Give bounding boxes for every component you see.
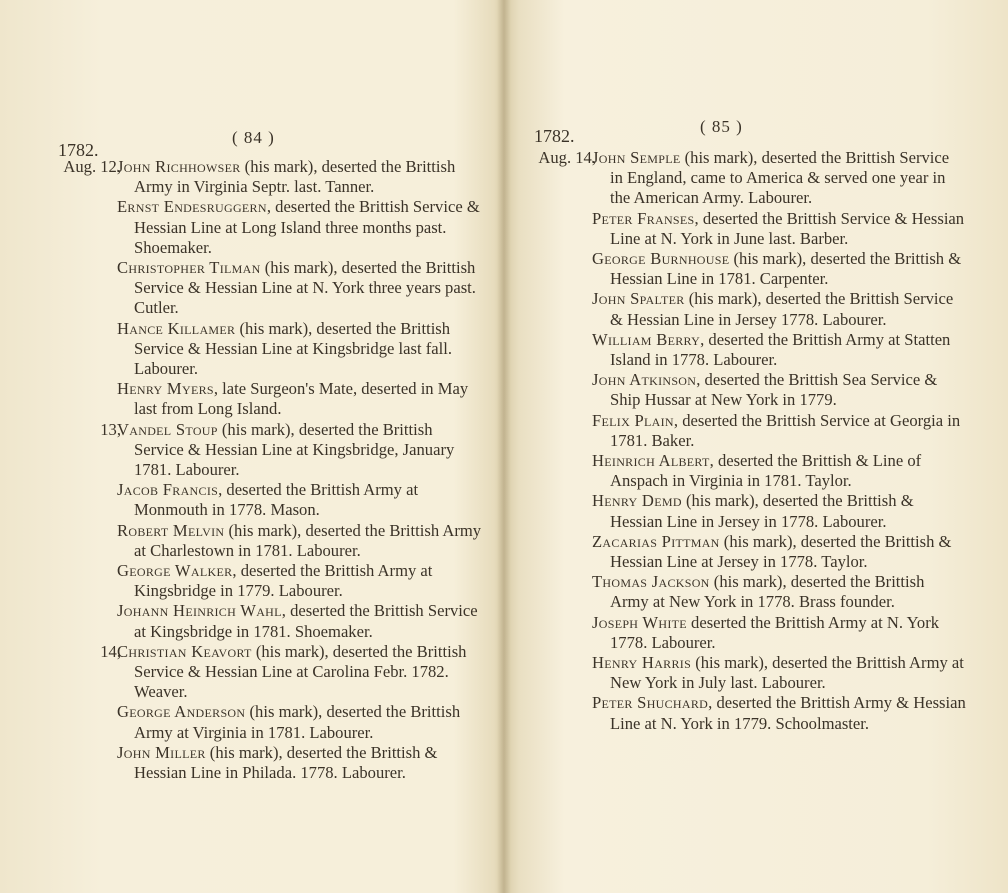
entry-text: , deserted the Brittish Service & Hessian Line at Long Island three months past. Shoemaker. (134, 197, 480, 257)
entry (592, 329, 966, 370)
year-heading: 1782. (58, 140, 99, 160)
person-name: Hance Killamer (117, 318, 236, 338)
person-name: Felix Plain (592, 410, 674, 430)
entry (538, 148, 966, 209)
entry-text: , late Surgeon's Mate, deserted in May last from Long Island. (134, 379, 469, 419)
person-name: Christopher Tilman (117, 258, 261, 278)
entry (592, 451, 966, 491)
person-name: John Atkinson (592, 370, 697, 390)
entry-date: 14, (100, 641, 121, 661)
entry (117, 601, 482, 641)
entry-text: (his mark), deserted the Brittish Army at New York in 1778. Brass founder. (610, 572, 925, 612)
entry-date: Aug. 12, (63, 157, 121, 176)
person-name: Zacarias Pittman (592, 531, 720, 551)
page-85 (508, 0, 1008, 893)
entry-text: (his mark), deserted the Brittish Service & Hessian Line at Kingsbridge, January 1781. Labourer. (134, 419, 455, 480)
entry (592, 208, 966, 249)
person-name: John Miller (117, 742, 206, 762)
entry (592, 289, 966, 329)
person-name: John Spalter (592, 289, 685, 309)
entry (117, 520, 482, 561)
person-name: George Burnhouse (592, 249, 730, 269)
entry (592, 693, 966, 733)
entry (63, 157, 482, 197)
entry (117, 258, 482, 319)
person-name: Peter Franses (592, 208, 695, 228)
entry-text: (his mark), deserted the Brittish & Hessian Line in Philada. 1778. Labourer. (134, 742, 438, 783)
entry (100, 641, 482, 703)
entry-text: , deserted the Brittish Army & Hessian Line at N. York in 1779. Schoolmaster. (610, 693, 966, 733)
page-number: ( 85 ) (700, 117, 743, 136)
person-name: William Berry (592, 329, 701, 349)
entry-text: (his mark), deserted the Brittish Army at Charlestown in 1781. Labourer. (134, 520, 482, 560)
year-heading: 1782. (534, 126, 575, 146)
person-name: John Richhowser (117, 157, 241, 176)
person-name: Vandel Stoup (117, 419, 218, 439)
entry-list (0, 157, 490, 783)
entry-list (508, 148, 998, 734)
entry-text: , deserted the Brittish & Line of Anspach in Virginia in 1781. Taylor. (610, 451, 922, 491)
person-name: Henry Myers (117, 379, 214, 399)
entry (117, 561, 482, 601)
page-number: ( 84 ) (232, 128, 275, 147)
entry (117, 318, 482, 380)
person-name: John Semple (592, 148, 681, 167)
entry (592, 653, 966, 693)
entry-text: (his mark), deserted the Brittish Service & Hessian Line at Carolina Febr. 1782. Weaver. (134, 641, 467, 702)
entry (117, 379, 482, 419)
person-name: Heinrich Albert (592, 451, 710, 471)
page-84 (0, 0, 500, 893)
person-name: Ernst Endesruggern (117, 197, 267, 217)
person-name: George Walker (117, 561, 233, 581)
entry-text: , deserted the Brittish Service & Hessian Line at N. York in June last. Barber. (610, 208, 965, 248)
person-name: Christian Keavort (117, 641, 252, 661)
entry (117, 197, 482, 258)
entry (592, 491, 966, 531)
entry (592, 612, 966, 653)
person-name: Thomas Jackson (592, 572, 710, 592)
entry-text: (his mark), deserted the Brittish Army at New York in July last. Labourer. (610, 653, 964, 693)
entry-text: (his mark), deserted the Brittish Army at Virginia in 1781. Labourer. (134, 702, 461, 742)
person-name: George Anderson (117, 702, 246, 722)
entry-text: (his mark), deserted the Brittish & Hessian Line at Jersey in 1778. Taylor. (610, 531, 952, 572)
entry (592, 249, 966, 289)
entry-text: (his mark), deserted the Brittish Service & Hessian Line in Jersey 1778. Labourer. (610, 289, 954, 329)
person-name: Peter Shuchard (592, 693, 709, 713)
entry-text: , deserted the Brittish Army at Kingsbridge in 1779. Labourer. (134, 561, 433, 601)
entry (592, 370, 966, 410)
entry (592, 410, 966, 451)
person-name: Robert Melvin (117, 520, 225, 540)
entry-text: (his mark), deserted the Brittish Service & Hessian Line at N. York three years past. Cutler. (134, 258, 476, 318)
person-name: Henry Demd (592, 491, 682, 511)
entry (117, 702, 482, 742)
entry (117, 742, 482, 783)
person-name: Jacob Francis (117, 480, 219, 500)
entry-text: (his mark), deserted the Brittish Service in England, came to America & served one year in the American Army. Labourer. (610, 148, 950, 208)
entry (100, 419, 482, 481)
entry-text: deserted the Brittish Army at N. York 1778. Labourer. (610, 612, 940, 652)
entry-text: (his mark), deserted the Brittish & Hessian Line in 1781. Carpenter. (610, 249, 962, 289)
person-name: Johann Heinrich Wahl (117, 601, 282, 621)
entry-text: , deserted the Brittish Army at Statten Island in 1778. Labourer. (610, 329, 951, 370)
entry (592, 531, 966, 572)
entry-text: , deserted the Brittish Service at Georgia in 1781. Baker. (610, 410, 961, 450)
entry-text: (his mark), deserted the Brittish Service & Hessian Line at Kingsbridge last fall. Labourer. (134, 318, 452, 379)
entry-text: (his mark), deserted the Brittish Army in Virginia Septr. last. Tanner. (134, 157, 456, 197)
entry-text: , deserted the Brittish Service at Kingsbridge in 1781. Shoemaker. (134, 601, 478, 641)
entry (117, 480, 482, 520)
person-name: Joseph White (592, 612, 687, 632)
entry-text: (his mark), deserted the Brittish & Hessian Line in Jersey in 1778. Labourer. (610, 491, 914, 531)
person-name: Henry Harris (592, 653, 692, 673)
entry-date: 13, (100, 419, 121, 439)
entry-date: Aug. 14, (538, 148, 596, 167)
entry-text: , deserted the Brittish Sea Service & Ship Hussar at New York in 1779. (610, 370, 938, 410)
entry-text: , deserted the Brittish Army at Monmouth in 1778. Mason. (134, 480, 419, 520)
entry (592, 572, 966, 612)
